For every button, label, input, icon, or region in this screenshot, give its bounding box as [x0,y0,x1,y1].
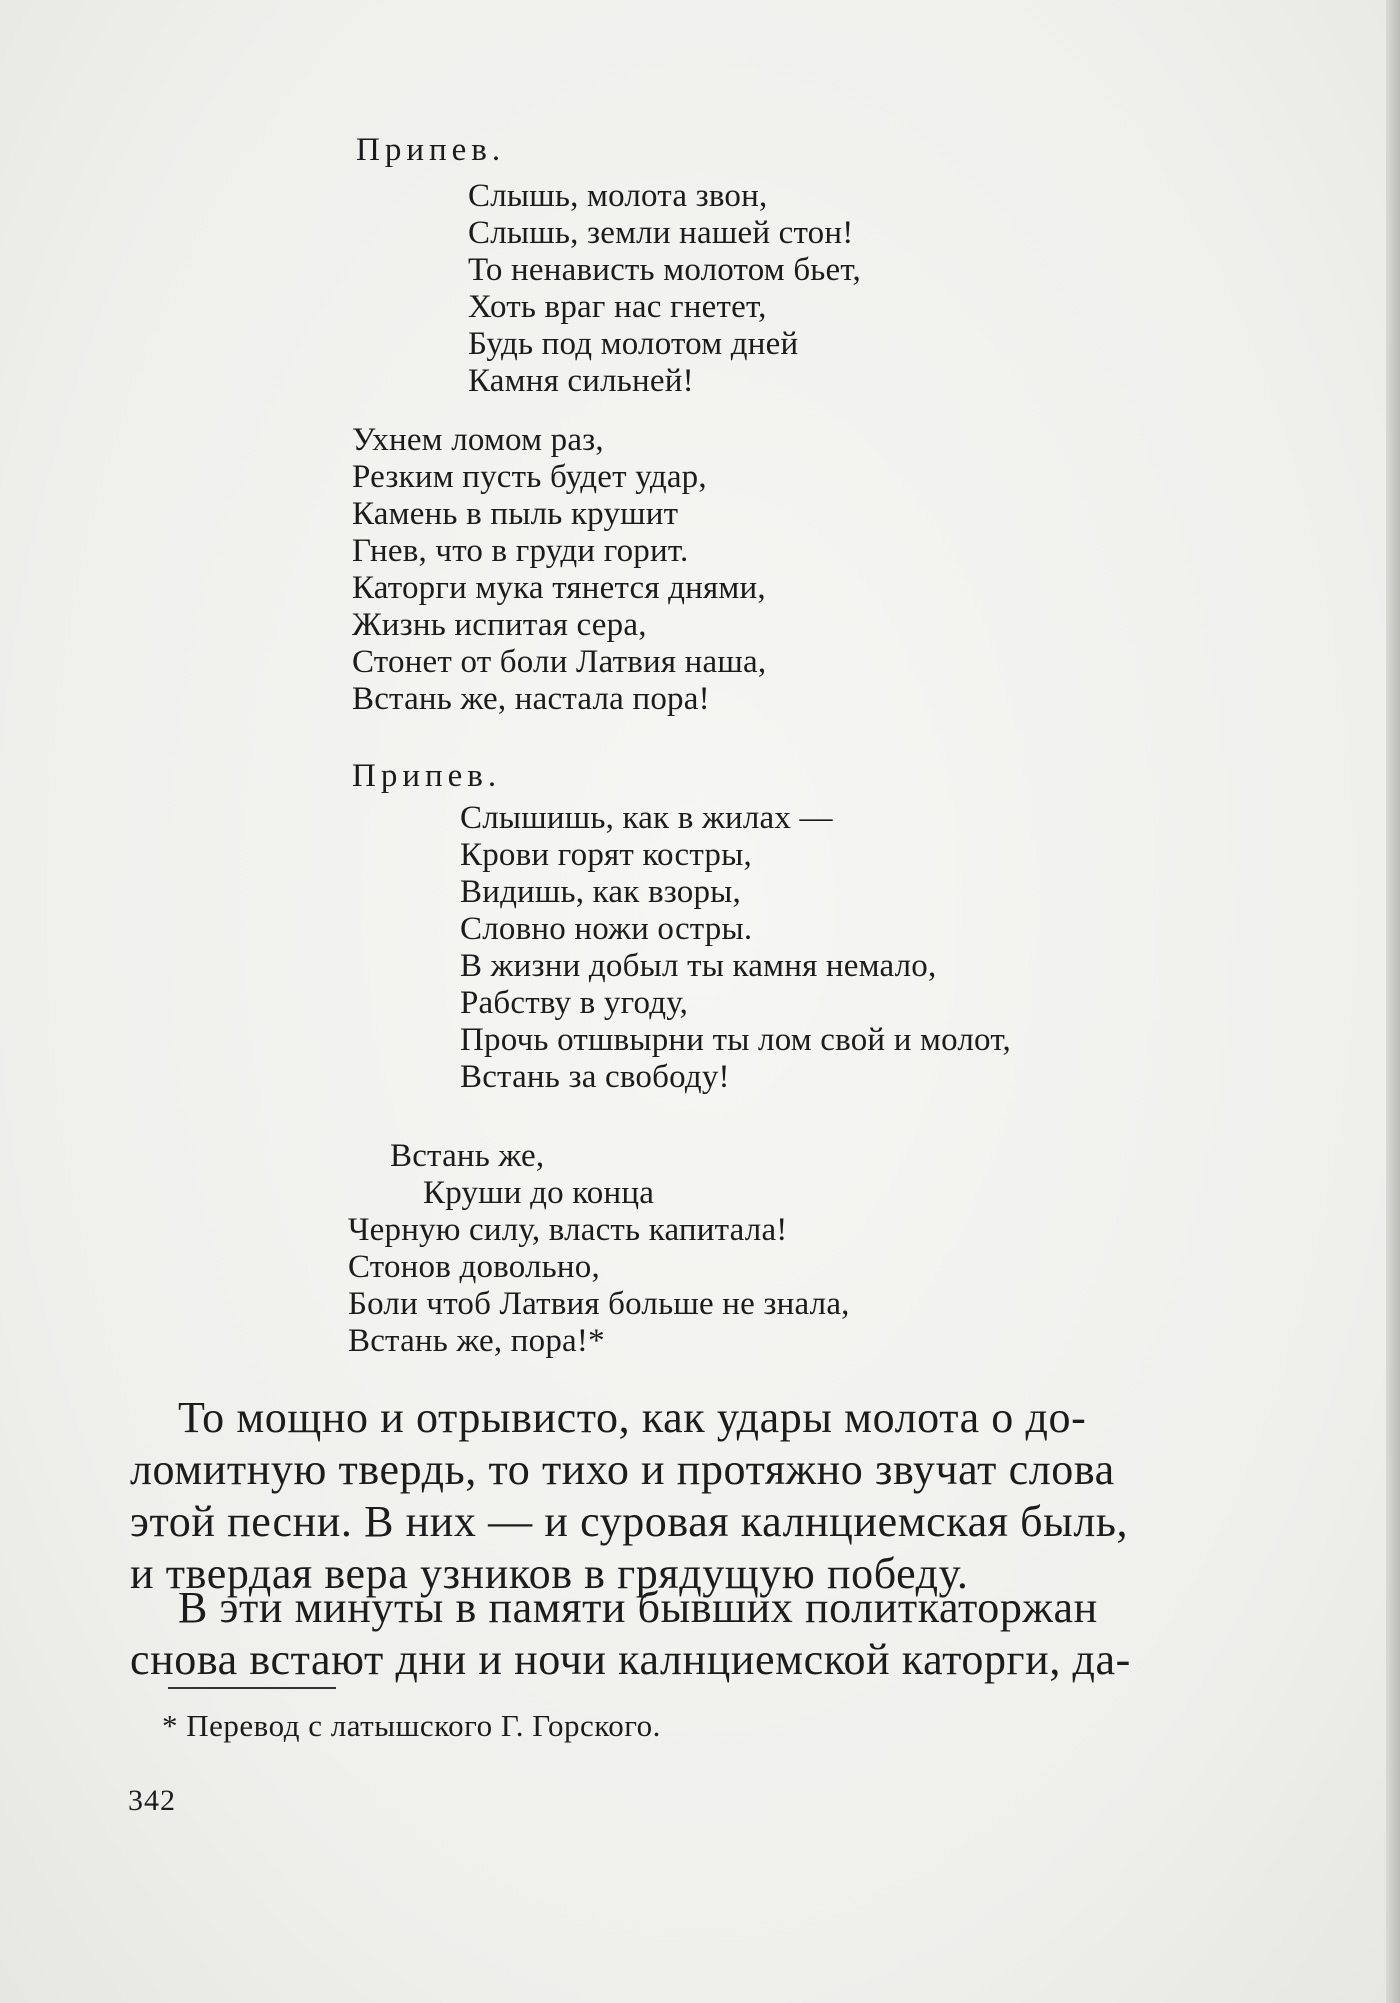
verse-line: Резким пусть будет удар, [352,459,707,495]
prose-line: ломитную твердь, то тихо и протяжно звучат слова [130,1445,1115,1494]
prose-paragraph [130,1582,1131,1686]
prose-line: То мощно и отрывисто, как удары молота о до- [178,1393,1087,1442]
final-stanza [348,1138,850,1360]
prose-paragraph [130,1392,1128,1600]
verse-line: Черную силу, власть капитала! [348,1212,788,1248]
refrain-stanza [468,178,861,400]
verse-line: Каторги мука тянется днями, [352,570,766,606]
verse-line: В жизни добыл ты камня немало, [460,948,937,984]
verse-line: Ухнем ломом раз, [352,422,604,458]
verse-line: Рабству в угоду, [460,985,689,1021]
footnote: * Перевод с латышского Г. Горского. [162,1708,661,1743]
page-number: 342 [128,1784,176,1817]
prose-line: этой песни. В них — и суровая калнциемская быль, [130,1497,1129,1546]
refrain-label: Припев. [352,758,502,794]
verse-line: Стонов довольно, [348,1249,600,1285]
verse-line: Видишь, как взоры, [460,874,741,910]
prose-line: и твердая вера узников в грядущую победу. [130,1549,969,1598]
verse-line: Камня сильней! [468,363,694,399]
verse-line: Слышь, молота звон, [468,178,768,214]
prose-line: снова встают дни и ночи калнциемской каторги, да- [130,1635,1131,1684]
verse-line: Крови горят костры, [460,837,752,873]
prose-line: В эти минуты в памяти бывших политкаторжан [178,1583,1098,1632]
verse-line: Жизнь испитая сера, [352,607,647,643]
footnote-divider [168,1687,336,1689]
verse-line: Круши до конца [423,1175,655,1211]
verse-line: Гнев, что в груди горит. [352,533,689,569]
verse-line: Прочь отшвырни ты лом свой и молот, [460,1022,1011,1058]
verse-line: Встань же, пора!* [348,1323,605,1359]
verse-line: Встань за свободу! [460,1059,730,1095]
verse-line: Встань же, [390,1138,545,1174]
verse-line: Встань же, настала пора! [352,681,710,717]
page-edge-shadow [1386,0,1400,2003]
verse-stanza [352,422,766,718]
verse-line: То ненависть молотом бьет, [468,252,861,288]
verse-line: Словно ножи остры. [460,911,753,947]
verse-line: Камень в пыль крушит [352,496,679,532]
verse-line: Боли чтоб Латвия больше не знала, [348,1286,850,1322]
verse-line: Будь под молотом дней [468,326,799,362]
verse-line: Стонет от боли Латвия наша, [352,644,767,680]
verse-line: Слышь, земли нашей стон! [468,215,854,251]
refrain-stanza [460,800,1011,1096]
verse-line: Слышишь, как в жилах — [460,800,833,836]
verse-line: Хоть враг нас гнетет, [468,289,767,325]
refrain-label: Припев. [356,132,506,168]
